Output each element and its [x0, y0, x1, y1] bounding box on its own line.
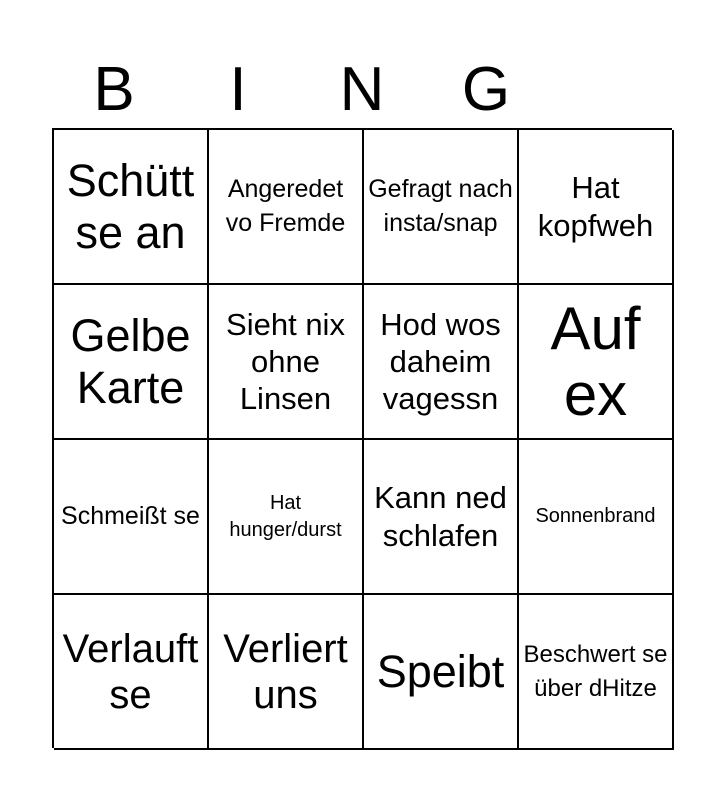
bingo-grid [52, 128, 672, 748]
bingo-cell[interactable]: Kann ned schlafen [364, 440, 519, 595]
header-letter-n: N [339, 55, 385, 124]
bingo-cell[interactable]: Gefragt nach insta/snap [364, 130, 519, 285]
header-letter-i: I [229, 55, 247, 124]
bingo-cell[interactable]: Hat hunger/durst [209, 440, 364, 595]
bingo-cell[interactable]: Speibt [364, 595, 519, 750]
bingo-cell[interactable]: Schmeißt se [54, 440, 209, 595]
bingo-cell[interactable]: Beschwert se über dHitze [519, 595, 674, 750]
header-letter-g: G [461, 55, 511, 124]
bingo-cell[interactable]: Angeredet vo Fremde [209, 130, 364, 285]
bingo-cell[interactable]: Verliert uns [209, 595, 364, 750]
bingo-cell[interactable]: Sieht nix ohne Linsen [209, 285, 364, 440]
bingo-cell[interactable]: Hod wos daheim vagessn [364, 285, 519, 440]
bingo-cell[interactable]: Hat kopfweh [519, 130, 674, 285]
bingo-cell[interactable]: Auf ex [519, 285, 674, 440]
bingo-cell[interactable]: Verlauft se [54, 595, 209, 750]
header-letter-b: B [93, 55, 135, 124]
bingo-cell[interactable]: Gelbe Karte [54, 285, 209, 440]
bingo-cell[interactable]: Schütt se an [54, 130, 209, 285]
bingo-header [52, 52, 672, 128]
bingo-cell[interactable]: Sonnenbrand [519, 440, 674, 595]
